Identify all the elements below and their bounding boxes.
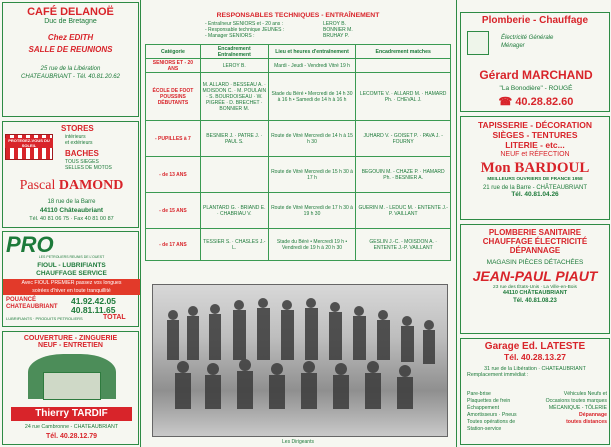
row-matches: GESLIN J.-C. - MOISDON A. · ENTENTE J.-P. VAILLANT	[356, 229, 451, 261]
garage-addr: 31 rue de la Libération · CHATEAUBRIANT	[484, 366, 586, 372]
garage-service-item: Véhicules Neufs et	[563, 391, 607, 397]
garage-col2	[545, 391, 607, 426]
plomb-title: Plomberie - Chauffage	[481, 15, 589, 26]
bardoul-ad	[460, 116, 610, 220]
table-row	[146, 73, 451, 121]
garage-service-item: Plaquettes de frein	[467, 398, 511, 404]
pro-chateau: CHATEAUBRIANT	[6, 304, 58, 310]
plomb-sub2: Ménager	[501, 43, 525, 49]
bardoul-mof: MEILLEURS OUVRIERS DE FRANCE 1958	[487, 177, 583, 182]
cafe-name: CAFÉ DELANOË	[27, 6, 114, 18]
garage-service-item: toutes distances	[566, 419, 607, 425]
row-lieu: Mardi - Jeudi - Vendredi Vitré 19 h	[268, 59, 356, 73]
garage-service-item: Station-service	[467, 426, 502, 432]
stores-line4: SELLES DE MOTOS	[65, 165, 112, 171]
th-encadrement: Encadrement Entraînement	[200, 45, 268, 59]
th-lieu: Lieu et heures d'entraînement	[268, 45, 356, 59]
row-encadrement: BESNIER J. · PATRE J. · PAUL S.	[200, 121, 268, 157]
row-encadrement: PLANTARD G. · BRIAND E. · CHABRIAU V.	[200, 193, 268, 229]
right-ads-column	[456, 0, 611, 447]
pro-line2: CHAUFFAGE SERVICE	[36, 270, 107, 277]
cafe-addr: 25 rue de la Libération	[40, 66, 101, 72]
pro-logo: PRO	[6, 232, 54, 257]
row-categorie: ÉCOLE DE FOOT POUSSINS DÉBUTANTS	[146, 73, 201, 121]
tap-line2: SIÈGES - TENTURES	[492, 130, 578, 140]
garage-service-item: Dépannage	[579, 412, 607, 418]
garage-service-item: Amortisseurs · Pneus	[467, 412, 517, 418]
tap-line1: TAPISSERIE - DÉCORATION	[478, 120, 592, 130]
row-matches: LECOMTE V. · ALLARD M. · HAMARD Ph. · CHEVAL J.	[356, 73, 451, 121]
piaut-addr: 23 rue des États-Unis · La Ville-en-Bois	[493, 285, 577, 290]
tardif-name: Thierry TARDIF	[11, 407, 132, 421]
th-categorie: Catégorie	[146, 45, 201, 59]
garage-service-item: Occasions toutes marques	[545, 398, 607, 404]
schedule-table	[145, 44, 451, 261]
garage-service-item: Toutes opérations de	[467, 419, 516, 425]
garage-col1	[467, 391, 517, 433]
house-body-icon	[43, 372, 101, 400]
table-row	[146, 229, 451, 261]
schedule-title: RESPONSABLES TECHNIQUES - ENTRAÎNEMENT	[216, 12, 380, 19]
lateste-ad	[460, 338, 610, 445]
stores-owner: Pascal DAMOND	[19, 178, 124, 193]
bardoul-name: Mon BARDOUL	[480, 160, 590, 176]
edf-logo-icon	[467, 31, 489, 55]
row-categorie: - de 17 ANS	[146, 229, 201, 261]
photo-caption: Les Dirigeants	[282, 439, 314, 445]
tardif-addr: 24 rue Cambronne - CHATEAUBRIANT	[24, 424, 119, 430]
piaut-line1: PLOMBERIE SANITAIRE	[488, 228, 582, 237]
cafe-delanoe-ad	[2, 2, 139, 117]
row-encadrement: LEROY B.	[200, 59, 268, 73]
row-lieu: Route de Vitré Mercredi de 17 h 30 à 19 h 30	[268, 193, 356, 229]
piaut-city: 44110 CHÂTEAUBRIANT	[502, 290, 568, 296]
row-categorie: - de 13 ANS	[146, 157, 201, 193]
pro-tag: LES PETROLIERS REUNIS DE L'OUEST	[38, 255, 105, 259]
row-matches: GUERIN M. - LEDUC M. · ENTENTE J.-P. VAILLANT	[356, 193, 451, 229]
cafe-chez: Chez EDITH	[47, 33, 94, 42]
stores-addr: 18 rue de la Barre	[47, 199, 96, 205]
row-categorie: - PUPILLES à 7	[146, 121, 201, 157]
piaut-line4: MAGASIN PIÈCES DÉTACHÉES	[486, 259, 584, 266]
row-lieu: Route de Vitré Mercredi de 15 h 30 à 17 h	[268, 157, 356, 193]
table-row	[146, 121, 451, 157]
table-row	[146, 59, 451, 73]
garage-service-item: Échappement	[467, 405, 500, 411]
stores-ad	[2, 121, 139, 228]
row-lieu: Route de Vitré Mercredi de 14 h à 15 h 30	[268, 121, 356, 157]
row-categorie: - de 15 ANS	[146, 193, 201, 229]
piaut-line2: CHAUFFAGE ÉLECTRICITÉ	[482, 237, 588, 246]
pro-promo: Avec FIOUL PREMIER passez vos longues soirées d'hiver en toute tranquillité	[3, 279, 140, 295]
row-matches	[356, 59, 451, 73]
row-encadrement	[200, 157, 268, 193]
stores-city: 44110 Châteaubriant	[39, 207, 104, 214]
row-categorie: SENIORS ET - 20 ANS	[146, 59, 201, 73]
row-lieu: Stade du Béré • Mercredi de 14 h 30 à 16 h • Samedi de 14 h à 16 h	[268, 73, 356, 121]
marchand-tel: ☎ 40.28.82.60	[498, 96, 574, 108]
piaut-line3: DÉPANNAGE	[509, 246, 561, 255]
cafe-tel: CHATEAUBRIANT - Tél. 40.81.20.62	[21, 74, 120, 80]
row-encadrement: M. ALLARD · BESSEAU A. · MOISDON C. · M. POULAIN · S. BOURDOISEAU · W. PIGRÉE · D. BRECHET · BONNIER M.	[200, 73, 268, 121]
marchand-ad	[460, 12, 610, 112]
th-matches: Encadrement matches	[356, 45, 451, 59]
garage-service-item: Pare-brise	[467, 391, 491, 397]
table-row	[146, 193, 451, 229]
awning-text: PROTEGEZ-VOUS DU SOLEIL	[5, 138, 53, 148]
pro-pouance: POUANCÉ	[6, 297, 37, 303]
garage-service-item: MÉCANIQUE - TÔLERIE	[548, 405, 607, 411]
pro-line1: FIOUL - LUBRIFIANTS	[37, 262, 106, 269]
table-row	[146, 157, 451, 193]
responsables-list: - Entraîneur SENIORS et - 20 ans : LEROY B. - Responsable technique JEUNES : BONNIER M. - Manager SENIORS : BRUHAY P.	[205, 21, 353, 39]
left-ads-column	[0, 0, 141, 447]
tardif-ad	[2, 331, 139, 445]
stores-title: STORES	[61, 124, 94, 133]
cafe-sub: Duc de Bretagne	[44, 18, 97, 25]
row-matches: JUHARD V. - GOISET P. · PAVA J. - FOURNY	[356, 121, 451, 157]
tardif-tel: Tél. 40.28.12.79	[46, 433, 97, 440]
team-photo	[152, 284, 448, 437]
marchand-addr: "La Bonodière" - ROUGÉ	[499, 85, 573, 92]
stores-line3: TOUS SIEGES	[65, 159, 99, 165]
plomb-sub1: Électricité Générale	[501, 35, 554, 41]
stores-baches: BACHES	[65, 149, 99, 158]
tap-line4: NEUF et RÉFECTION	[500, 151, 570, 158]
garage-l1: Remplacement immédiat :	[467, 372, 529, 378]
pro-foot: LUBRIFIANTS · PRODUITS PETROLIERS	[6, 316, 83, 321]
bardoul-addr: 21 rue de la Barre - CHÂTEAUBRIANT	[482, 185, 588, 191]
pro-total: TOTAL	[103, 314, 126, 321]
pro-fioul-ad	[2, 231, 139, 327]
cafe-salle: SALLE DE REUNIONS	[28, 45, 113, 54]
marchand-name: Gérard MARCHAND	[479, 68, 593, 82]
pro-tel2: 40.81.11.65	[71, 305, 116, 315]
stores-line2: et extérieurs	[65, 140, 93, 146]
tardif-line2: NEUF - ENTRETIEN	[38, 342, 103, 349]
tardif-line1: COUVERTURE - ZINGUERIE	[23, 335, 118, 342]
stores-tel: Tél. 40 81 06 75 · Fax 40 81 00 87	[29, 216, 114, 222]
row-encadrement: TESSIER S. · CHASLES J.-L.	[200, 229, 268, 261]
pro-tel1: 41.92.42.05	[71, 296, 116, 306]
row-matches: BEGOUIN M. - CHAZE P. · HAMARD Ph. - BESNIER A.	[356, 157, 451, 193]
stores-line1: intérieurs	[65, 134, 86, 140]
piaut-ad	[460, 224, 610, 334]
garage-name: Garage Ed. LATESTE	[484, 341, 586, 352]
tap-line3: LITERIE - etc...	[505, 140, 565, 150]
piaut-tel: Tél. 40.81.08.23	[513, 298, 557, 304]
bardoul-tel: Tél. 40.81.04.26	[511, 191, 559, 198]
garage-tel: Tél. 40.28.13.27	[504, 352, 566, 362]
piaut-name: JEAN-PAUL PIAUT	[472, 268, 598, 284]
row-lieu: Stade du Béré • Mercredi 19 h • Vendredi de 19 h à 20 h 30	[268, 229, 356, 261]
training-schedule	[145, 0, 451, 447]
